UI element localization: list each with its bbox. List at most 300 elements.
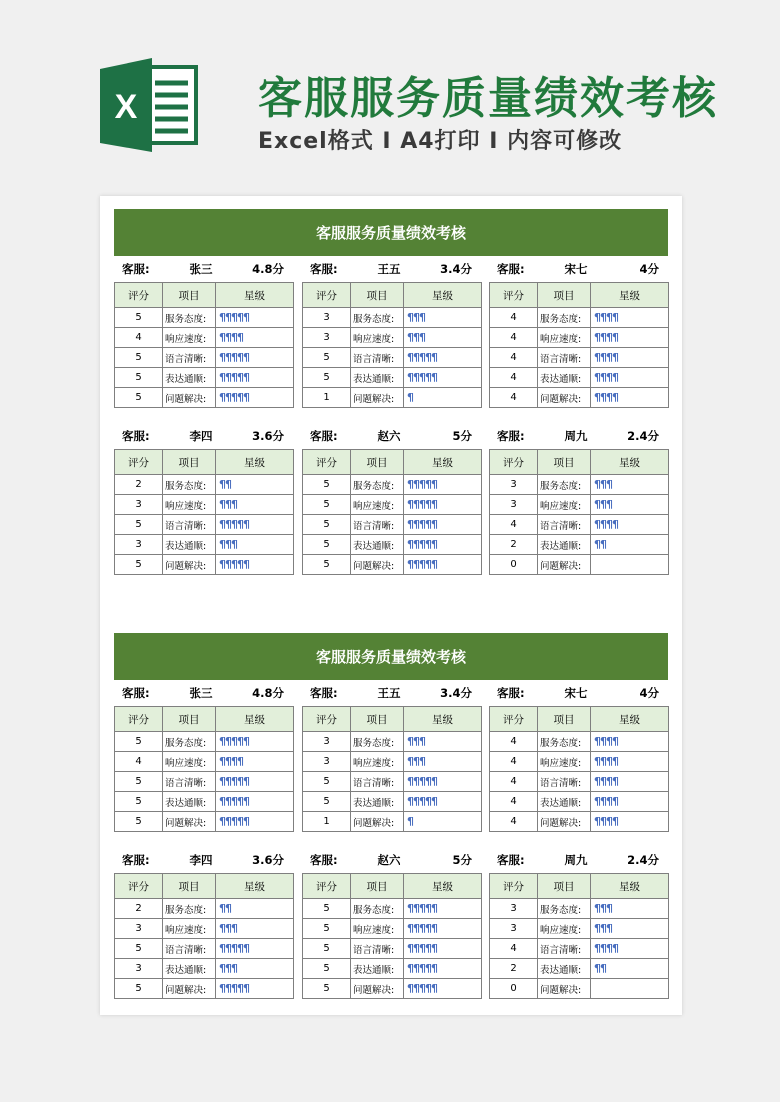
- stars-cell[interactable]: ¶¶¶¶¶: [404, 959, 482, 979]
- agent-name: 王五: [377, 262, 401, 276]
- score-table: [489, 449, 669, 575]
- table-row: [303, 792, 482, 812]
- item-cell[interactable]: 语言清晰:: [163, 772, 216, 792]
- agent-label: 客服:: [310, 686, 338, 700]
- stars-cell[interactable]: ¶¶¶¶¶: [216, 979, 294, 999]
- col-item: 项目: [351, 874, 404, 899]
- item-cell[interactable]: 响应速度:: [163, 752, 216, 772]
- item-cell[interactable]: 问题解决:: [163, 388, 216, 408]
- stars-cell[interactable]: ¶¶¶¶¶: [404, 515, 482, 535]
- stars-cell[interactable]: ¶¶¶¶: [591, 348, 669, 368]
- score-cell[interactable]: 3: [490, 919, 538, 939]
- stars-cell[interactable]: ¶¶¶: [216, 495, 294, 515]
- score-cell[interactable]: 3: [115, 495, 163, 515]
- score-cell[interactable]: 5: [303, 495, 351, 515]
- agent-label: 客服:: [122, 429, 150, 443]
- item-cell[interactable]: 问题解决:: [163, 812, 216, 832]
- score-cell[interactable]: 5: [303, 899, 351, 919]
- score-cell[interactable]: 5: [115, 368, 163, 388]
- score-cell[interactable]: 4: [115, 752, 163, 772]
- score-cell[interactable]: 4: [490, 368, 538, 388]
- item-cell[interactable]: 问题解决:: [163, 555, 216, 575]
- stars-cell[interactable]: ¶¶¶¶¶: [216, 515, 294, 535]
- table-row: [490, 979, 669, 999]
- table-row: [303, 388, 482, 408]
- table-row: [303, 348, 482, 368]
- table-row: [115, 899, 294, 919]
- score-cell[interactable]: 3: [303, 752, 351, 772]
- item-cell[interactable]: 表达通顺:: [163, 535, 216, 555]
- score-cell[interactable]: 5: [115, 732, 163, 752]
- score-cell[interactable]: 4: [490, 348, 538, 368]
- item-cell[interactable]: 响应速度:: [351, 752, 404, 772]
- agent-name: 张三: [189, 686, 213, 700]
- col-stars: 星级: [404, 707, 482, 732]
- stars-cell[interactable]: ¶¶¶: [591, 475, 669, 495]
- col-stars: 星级: [216, 450, 294, 475]
- score-cell[interactable]: 5: [303, 348, 351, 368]
- col-score: 评分: [490, 707, 538, 732]
- table-row: [490, 388, 669, 408]
- item-cell[interactable]: 服务态度:: [538, 475, 591, 495]
- table-row: [115, 328, 294, 348]
- agent-label: 客服:: [122, 853, 150, 867]
- agent-card: [114, 680, 294, 832]
- table-row: [490, 555, 669, 575]
- score-table: [489, 873, 669, 999]
- table-row: [303, 919, 482, 939]
- score-cell[interactable]: 4: [490, 388, 538, 408]
- table-row: [490, 495, 669, 515]
- table-row: [303, 515, 482, 535]
- stars-cell[interactable]: ¶¶¶¶¶: [216, 348, 294, 368]
- stars-cell[interactable]: ¶¶¶: [404, 308, 482, 328]
- col-stars: 星级: [404, 283, 482, 308]
- score-cell[interactable]: 3: [490, 495, 538, 515]
- item-cell[interactable]: 表达通顺:: [538, 368, 591, 388]
- item-cell[interactable]: 服务态度:: [163, 308, 216, 328]
- stars-cell[interactable]: ¶¶¶¶¶: [404, 535, 482, 555]
- score-cell[interactable]: 3: [303, 328, 351, 348]
- table-row: [490, 939, 669, 959]
- table-row: [490, 475, 669, 495]
- score-cell[interactable]: 3: [115, 919, 163, 939]
- stars-cell[interactable]: ¶¶¶¶: [591, 732, 669, 752]
- col-score: 评分: [303, 707, 351, 732]
- agent-name: 周九: [564, 429, 588, 443]
- col-score: 评分: [490, 874, 538, 899]
- stars-cell[interactable]: ¶¶¶¶¶: [216, 772, 294, 792]
- stars-cell[interactable]: ¶¶¶¶: [591, 368, 669, 388]
- col-item: 项目: [163, 283, 216, 308]
- stars-cell[interactable]: ¶¶¶: [591, 899, 669, 919]
- score-cell[interactable]: 4: [490, 308, 538, 328]
- item-cell[interactable]: 服务态度:: [351, 899, 404, 919]
- item-cell[interactable]: 问题解决:: [538, 979, 591, 999]
- score-cell[interactable]: 5: [115, 812, 163, 832]
- score-cell[interactable]: 5: [303, 475, 351, 495]
- agent-name: 李四: [189, 429, 213, 443]
- agent-name: 王五: [377, 686, 401, 700]
- score-cell[interactable]: 5: [115, 792, 163, 812]
- agent-name: 宋七: [564, 262, 588, 276]
- col-stars: 星级: [591, 874, 669, 899]
- item-cell[interactable]: 响应速度:: [163, 495, 216, 515]
- score-cell[interactable]: 0: [490, 979, 538, 999]
- table-row: [115, 475, 294, 495]
- table-row: [115, 959, 294, 979]
- stars-cell[interactable]: ¶¶¶: [591, 919, 669, 939]
- score-cell[interactable]: 4: [490, 812, 538, 832]
- table-row: [303, 812, 482, 832]
- stars-cell[interactable]: ¶¶¶¶¶: [404, 919, 482, 939]
- stars-cell[interactable]: ¶¶¶¶¶: [216, 308, 294, 328]
- score-cell[interactable]: 4: [490, 752, 538, 772]
- score-cell[interactable]: 3: [303, 732, 351, 752]
- score-table: [114, 873, 294, 999]
- agent-name: 宋七: [564, 686, 588, 700]
- table-row: [303, 495, 482, 515]
- item-cell[interactable]: 表达通顺:: [538, 535, 591, 555]
- item-cell[interactable]: 语言清晰:: [351, 515, 404, 535]
- excel-logo-icon: [100, 55, 200, 155]
- item-cell[interactable]: 服务态度:: [163, 732, 216, 752]
- section-title: 客服服务质量绩效考核: [114, 209, 668, 256]
- agent-card: [489, 680, 669, 832]
- table-row: [115, 555, 294, 575]
- item-cell[interactable]: 服务态度:: [538, 308, 591, 328]
- score-cell[interactable]: 4: [490, 772, 538, 792]
- agent-total: 4分: [639, 262, 659, 276]
- item-cell[interactable]: 语言清晰:: [163, 348, 216, 368]
- score-cell[interactable]: 5: [115, 939, 163, 959]
- subtitle: Excel格式 I A4打印 I 内容可修改: [258, 129, 623, 154]
- agent-name: 周九: [564, 853, 588, 867]
- item-cell[interactable]: 问题解决:: [351, 555, 404, 575]
- col-stars: 星级: [216, 707, 294, 732]
- agent-card: [114, 847, 294, 999]
- table-row: [115, 772, 294, 792]
- agent-card: [489, 256, 669, 408]
- col-stars: 星级: [404, 450, 482, 475]
- stars-cell[interactable]: ¶¶¶¶¶: [404, 979, 482, 999]
- score-cell[interactable]: 0: [490, 555, 538, 575]
- stars-cell[interactable]: ¶¶¶¶: [216, 328, 294, 348]
- item-cell[interactable]: 表达通顺:: [538, 959, 591, 979]
- score-cell[interactable]: 5: [303, 368, 351, 388]
- table-row: [303, 308, 482, 328]
- table-row: [303, 899, 482, 919]
- stars-cell[interactable]: ¶¶¶¶¶: [404, 475, 482, 495]
- item-cell[interactable]: 响应速度:: [538, 328, 591, 348]
- score-cell[interactable]: 5: [115, 348, 163, 368]
- table-row: [303, 959, 482, 979]
- score-cell[interactable]: 5: [303, 959, 351, 979]
- table-row: [303, 732, 482, 752]
- table-row: [303, 535, 482, 555]
- item-cell[interactable]: 语言清晰:: [538, 772, 591, 792]
- agent-total: 4.8分: [252, 686, 284, 700]
- item-cell[interactable]: 响应速度:: [351, 328, 404, 348]
- table-row: [115, 919, 294, 939]
- item-cell[interactable]: 响应速度:: [351, 495, 404, 515]
- stars-cell[interactable]: ¶¶¶¶: [591, 308, 669, 328]
- score-cell[interactable]: 5: [303, 772, 351, 792]
- item-cell[interactable]: 服务态度:: [163, 475, 216, 495]
- item-cell[interactable]: 问题解决:: [163, 979, 216, 999]
- agent-name: 赵六: [377, 853, 401, 867]
- col-stars: 星级: [591, 283, 669, 308]
- item-cell[interactable]: 服务态度:: [538, 732, 591, 752]
- score-cell[interactable]: 4: [490, 939, 538, 959]
- stars-cell[interactable]: [591, 555, 669, 575]
- stars-cell[interactable]: ¶¶¶: [591, 495, 669, 515]
- item-cell[interactable]: 服务态度:: [351, 732, 404, 752]
- score-cell[interactable]: 4: [490, 792, 538, 812]
- item-cell[interactable]: 问题解决:: [538, 388, 591, 408]
- score-table: [114, 282, 294, 408]
- svg-text:X: X: [114, 88, 138, 126]
- stars-cell[interactable]: ¶¶¶¶¶: [404, 772, 482, 792]
- item-cell[interactable]: 响应速度:: [538, 752, 591, 772]
- col-stars: 星级: [591, 707, 669, 732]
- agent-label: 客服:: [122, 262, 150, 276]
- stars-cell[interactable]: ¶¶¶¶¶: [404, 348, 482, 368]
- item-cell[interactable]: 服务态度:: [351, 475, 404, 495]
- stars-cell[interactable]: ¶¶¶¶: [591, 939, 669, 959]
- agent-total: 3.6分: [252, 429, 284, 443]
- col-score: 评分: [490, 450, 538, 475]
- stars-cell[interactable]: ¶¶¶¶: [591, 388, 669, 408]
- stars-cell[interactable]: ¶¶¶¶¶: [216, 368, 294, 388]
- col-item: 项目: [538, 707, 591, 732]
- item-cell[interactable]: 表达通顺:: [163, 959, 216, 979]
- item-cell[interactable]: 问题解决:: [351, 979, 404, 999]
- col-score: 评分: [303, 874, 351, 899]
- item-cell[interactable]: 表达通顺:: [163, 792, 216, 812]
- score-cell[interactable]: 5: [115, 555, 163, 575]
- stars-cell[interactable]: ¶¶¶¶: [591, 328, 669, 348]
- agent-total: 4分: [639, 686, 659, 700]
- agent-card: [302, 423, 482, 575]
- score-cell[interactable]: 3: [303, 308, 351, 328]
- agent-card: [302, 680, 482, 832]
- stars-cell[interactable]: ¶¶¶: [404, 328, 482, 348]
- score-table: [114, 449, 294, 575]
- stars-cell[interactable]: ¶¶¶¶¶: [404, 555, 482, 575]
- item-cell[interactable]: 语言清晰:: [538, 348, 591, 368]
- item-cell[interactable]: 服务态度:: [163, 899, 216, 919]
- item-cell[interactable]: 语言清晰:: [538, 939, 591, 959]
- stars-cell[interactable]: ¶¶¶¶¶: [404, 792, 482, 812]
- col-item: 项目: [163, 450, 216, 475]
- table-row: [490, 328, 669, 348]
- agent-label: 客服:: [310, 429, 338, 443]
- score-cell[interactable]: 5: [303, 535, 351, 555]
- stars-cell[interactable]: ¶¶: [216, 899, 294, 919]
- score-cell[interactable]: 3: [490, 475, 538, 495]
- stars-cell[interactable]: ¶¶¶¶¶: [216, 388, 294, 408]
- item-cell[interactable]: 问题解决:: [351, 388, 404, 408]
- col-item: 项目: [351, 450, 404, 475]
- item-cell[interactable]: 表达通顺:: [538, 792, 591, 812]
- col-score: 评分: [490, 283, 538, 308]
- table-row: [115, 308, 294, 328]
- stars-cell[interactable]: ¶¶¶¶: [591, 752, 669, 772]
- score-cell[interactable]: 2: [490, 535, 538, 555]
- score-table: [489, 282, 669, 408]
- col-stars: 星级: [216, 283, 294, 308]
- item-cell[interactable]: 语言清晰:: [163, 515, 216, 535]
- item-cell[interactable]: 语言清晰:: [351, 772, 404, 792]
- score-cell[interactable]: 2: [115, 475, 163, 495]
- stars-cell[interactable]: ¶¶¶: [216, 535, 294, 555]
- item-cell[interactable]: 响应速度:: [351, 919, 404, 939]
- table-row: [115, 979, 294, 999]
- stars-cell[interactable]: ¶¶: [591, 959, 669, 979]
- agent-total: 2.4分: [627, 429, 659, 443]
- item-cell[interactable]: 表达通顺:: [351, 535, 404, 555]
- stars-cell[interactable]: ¶¶¶¶¶: [404, 495, 482, 515]
- agent-label: 客服:: [310, 853, 338, 867]
- stars-cell[interactable]: ¶¶: [591, 535, 669, 555]
- item-cell[interactable]: 响应速度:: [538, 919, 591, 939]
- score-cell[interactable]: 5: [303, 979, 351, 999]
- score-cell[interactable]: 4: [490, 732, 538, 752]
- table-row: [303, 979, 482, 999]
- stars-cell[interactable]: ¶¶¶¶¶: [216, 792, 294, 812]
- section-title: 客服服务质量绩效考核: [114, 633, 668, 680]
- table-row: [303, 752, 482, 772]
- score-cell[interactable]: 5: [303, 555, 351, 575]
- stars-cell[interactable]: ¶: [404, 812, 482, 832]
- stars-cell[interactable]: ¶¶¶¶¶: [404, 899, 482, 919]
- stars-cell[interactable]: ¶¶¶¶¶: [216, 939, 294, 959]
- score-cell[interactable]: 1: [303, 812, 351, 832]
- stars-cell[interactable]: ¶¶¶: [216, 959, 294, 979]
- table-row: [303, 555, 482, 575]
- item-cell[interactable]: 响应速度:: [163, 919, 216, 939]
- item-cell[interactable]: 服务态度:: [351, 308, 404, 328]
- col-score: 评分: [303, 283, 351, 308]
- item-cell[interactable]: 响应速度:: [538, 495, 591, 515]
- table-row: [490, 515, 669, 535]
- agent-name: 张三: [189, 262, 213, 276]
- item-cell[interactable]: 表达通顺:: [163, 368, 216, 388]
- table-row: [490, 308, 669, 328]
- assessment-section: [114, 633, 668, 996]
- stars-cell[interactable]: ¶: [404, 388, 482, 408]
- score-cell[interactable]: 5: [303, 515, 351, 535]
- score-cell[interactable]: 1: [303, 388, 351, 408]
- stars-cell[interactable]: ¶¶: [216, 475, 294, 495]
- score-cell[interactable]: 3: [115, 959, 163, 979]
- item-cell[interactable]: 语言清晰:: [351, 348, 404, 368]
- item-cell[interactable]: 表达通顺:: [351, 792, 404, 812]
- score-cell[interactable]: 5: [115, 388, 163, 408]
- item-cell[interactable]: 表达通顺:: [351, 959, 404, 979]
- stars-cell[interactable]: ¶¶¶¶¶: [216, 732, 294, 752]
- item-cell[interactable]: 语言清晰:: [538, 515, 591, 535]
- score-cell[interactable]: 5: [115, 515, 163, 535]
- score-cell[interactable]: 5: [115, 772, 163, 792]
- score-cell[interactable]: 5: [115, 979, 163, 999]
- col-score: 评分: [115, 874, 163, 899]
- agent-total: 3.6分: [252, 853, 284, 867]
- stars-cell[interactable]: ¶¶¶¶¶: [216, 812, 294, 832]
- col-item: 项目: [538, 874, 591, 899]
- agent-label: 客服:: [122, 686, 150, 700]
- score-cell[interactable]: 3: [490, 899, 538, 919]
- agent-name: 赵六: [377, 429, 401, 443]
- score-cell[interactable]: 4: [115, 328, 163, 348]
- item-cell[interactable]: 响应速度:: [163, 328, 216, 348]
- stars-cell[interactable]: ¶¶¶: [404, 732, 482, 752]
- table-row: [490, 792, 669, 812]
- col-item: 项目: [351, 283, 404, 308]
- score-table: [114, 706, 294, 832]
- score-cell[interactable]: 5: [303, 939, 351, 959]
- score-cell[interactable]: 5: [115, 308, 163, 328]
- score-cell[interactable]: 5: [303, 919, 351, 939]
- score-cell[interactable]: 5: [303, 792, 351, 812]
- score-cell[interactable]: 2: [115, 899, 163, 919]
- score-cell[interactable]: 4: [490, 328, 538, 348]
- agent-name: 李四: [189, 853, 213, 867]
- stars-cell[interactable]: ¶¶¶¶: [591, 772, 669, 792]
- stars-cell[interactable]: ¶¶¶: [404, 752, 482, 772]
- item-cell[interactable]: 问题解决:: [538, 812, 591, 832]
- col-item: 项目: [163, 707, 216, 732]
- agent-card: [302, 256, 482, 408]
- stars-cell[interactable]: ¶¶¶¶¶: [404, 939, 482, 959]
- agent-total: 2.4分: [627, 853, 659, 867]
- agent-card: [489, 847, 669, 999]
- score-table: [302, 873, 482, 999]
- col-item: 项目: [351, 707, 404, 732]
- score-cell[interactable]: 3: [115, 535, 163, 555]
- table-row: [115, 812, 294, 832]
- item-cell[interactable]: 问题解决:: [538, 555, 591, 575]
- stars-cell[interactable]: ¶¶¶¶: [216, 752, 294, 772]
- col-stars: 星级: [216, 874, 294, 899]
- table-row: [490, 899, 669, 919]
- score-cell[interactable]: 2: [490, 959, 538, 979]
- item-cell[interactable]: 语言清晰:: [351, 939, 404, 959]
- stars-cell[interactable]: ¶¶¶¶: [591, 812, 669, 832]
- stars-cell[interactable]: ¶¶¶¶: [591, 515, 669, 535]
- item-cell[interactable]: 服务态度:: [538, 899, 591, 919]
- stars-cell[interactable]: ¶¶¶¶¶: [216, 555, 294, 575]
- table-row: [490, 535, 669, 555]
- agent-label: 客服:: [310, 262, 338, 276]
- stars-cell[interactable]: ¶¶¶: [216, 919, 294, 939]
- table-row: [115, 732, 294, 752]
- table-row: [115, 939, 294, 959]
- stars-cell[interactable]: [591, 979, 669, 999]
- agent-card: [114, 423, 294, 575]
- col-item: 项目: [538, 283, 591, 308]
- agent-card: [489, 423, 669, 575]
- table-row: [490, 772, 669, 792]
- col-stars: 星级: [404, 874, 482, 899]
- item-cell[interactable]: 表达通顺:: [351, 368, 404, 388]
- item-cell[interactable]: 语言清晰:: [163, 939, 216, 959]
- item-cell[interactable]: 问题解决:: [351, 812, 404, 832]
- stars-cell[interactable]: ¶¶¶¶: [591, 792, 669, 812]
- stars-cell[interactable]: ¶¶¶¶¶: [404, 368, 482, 388]
- score-cell[interactable]: 4: [490, 515, 538, 535]
